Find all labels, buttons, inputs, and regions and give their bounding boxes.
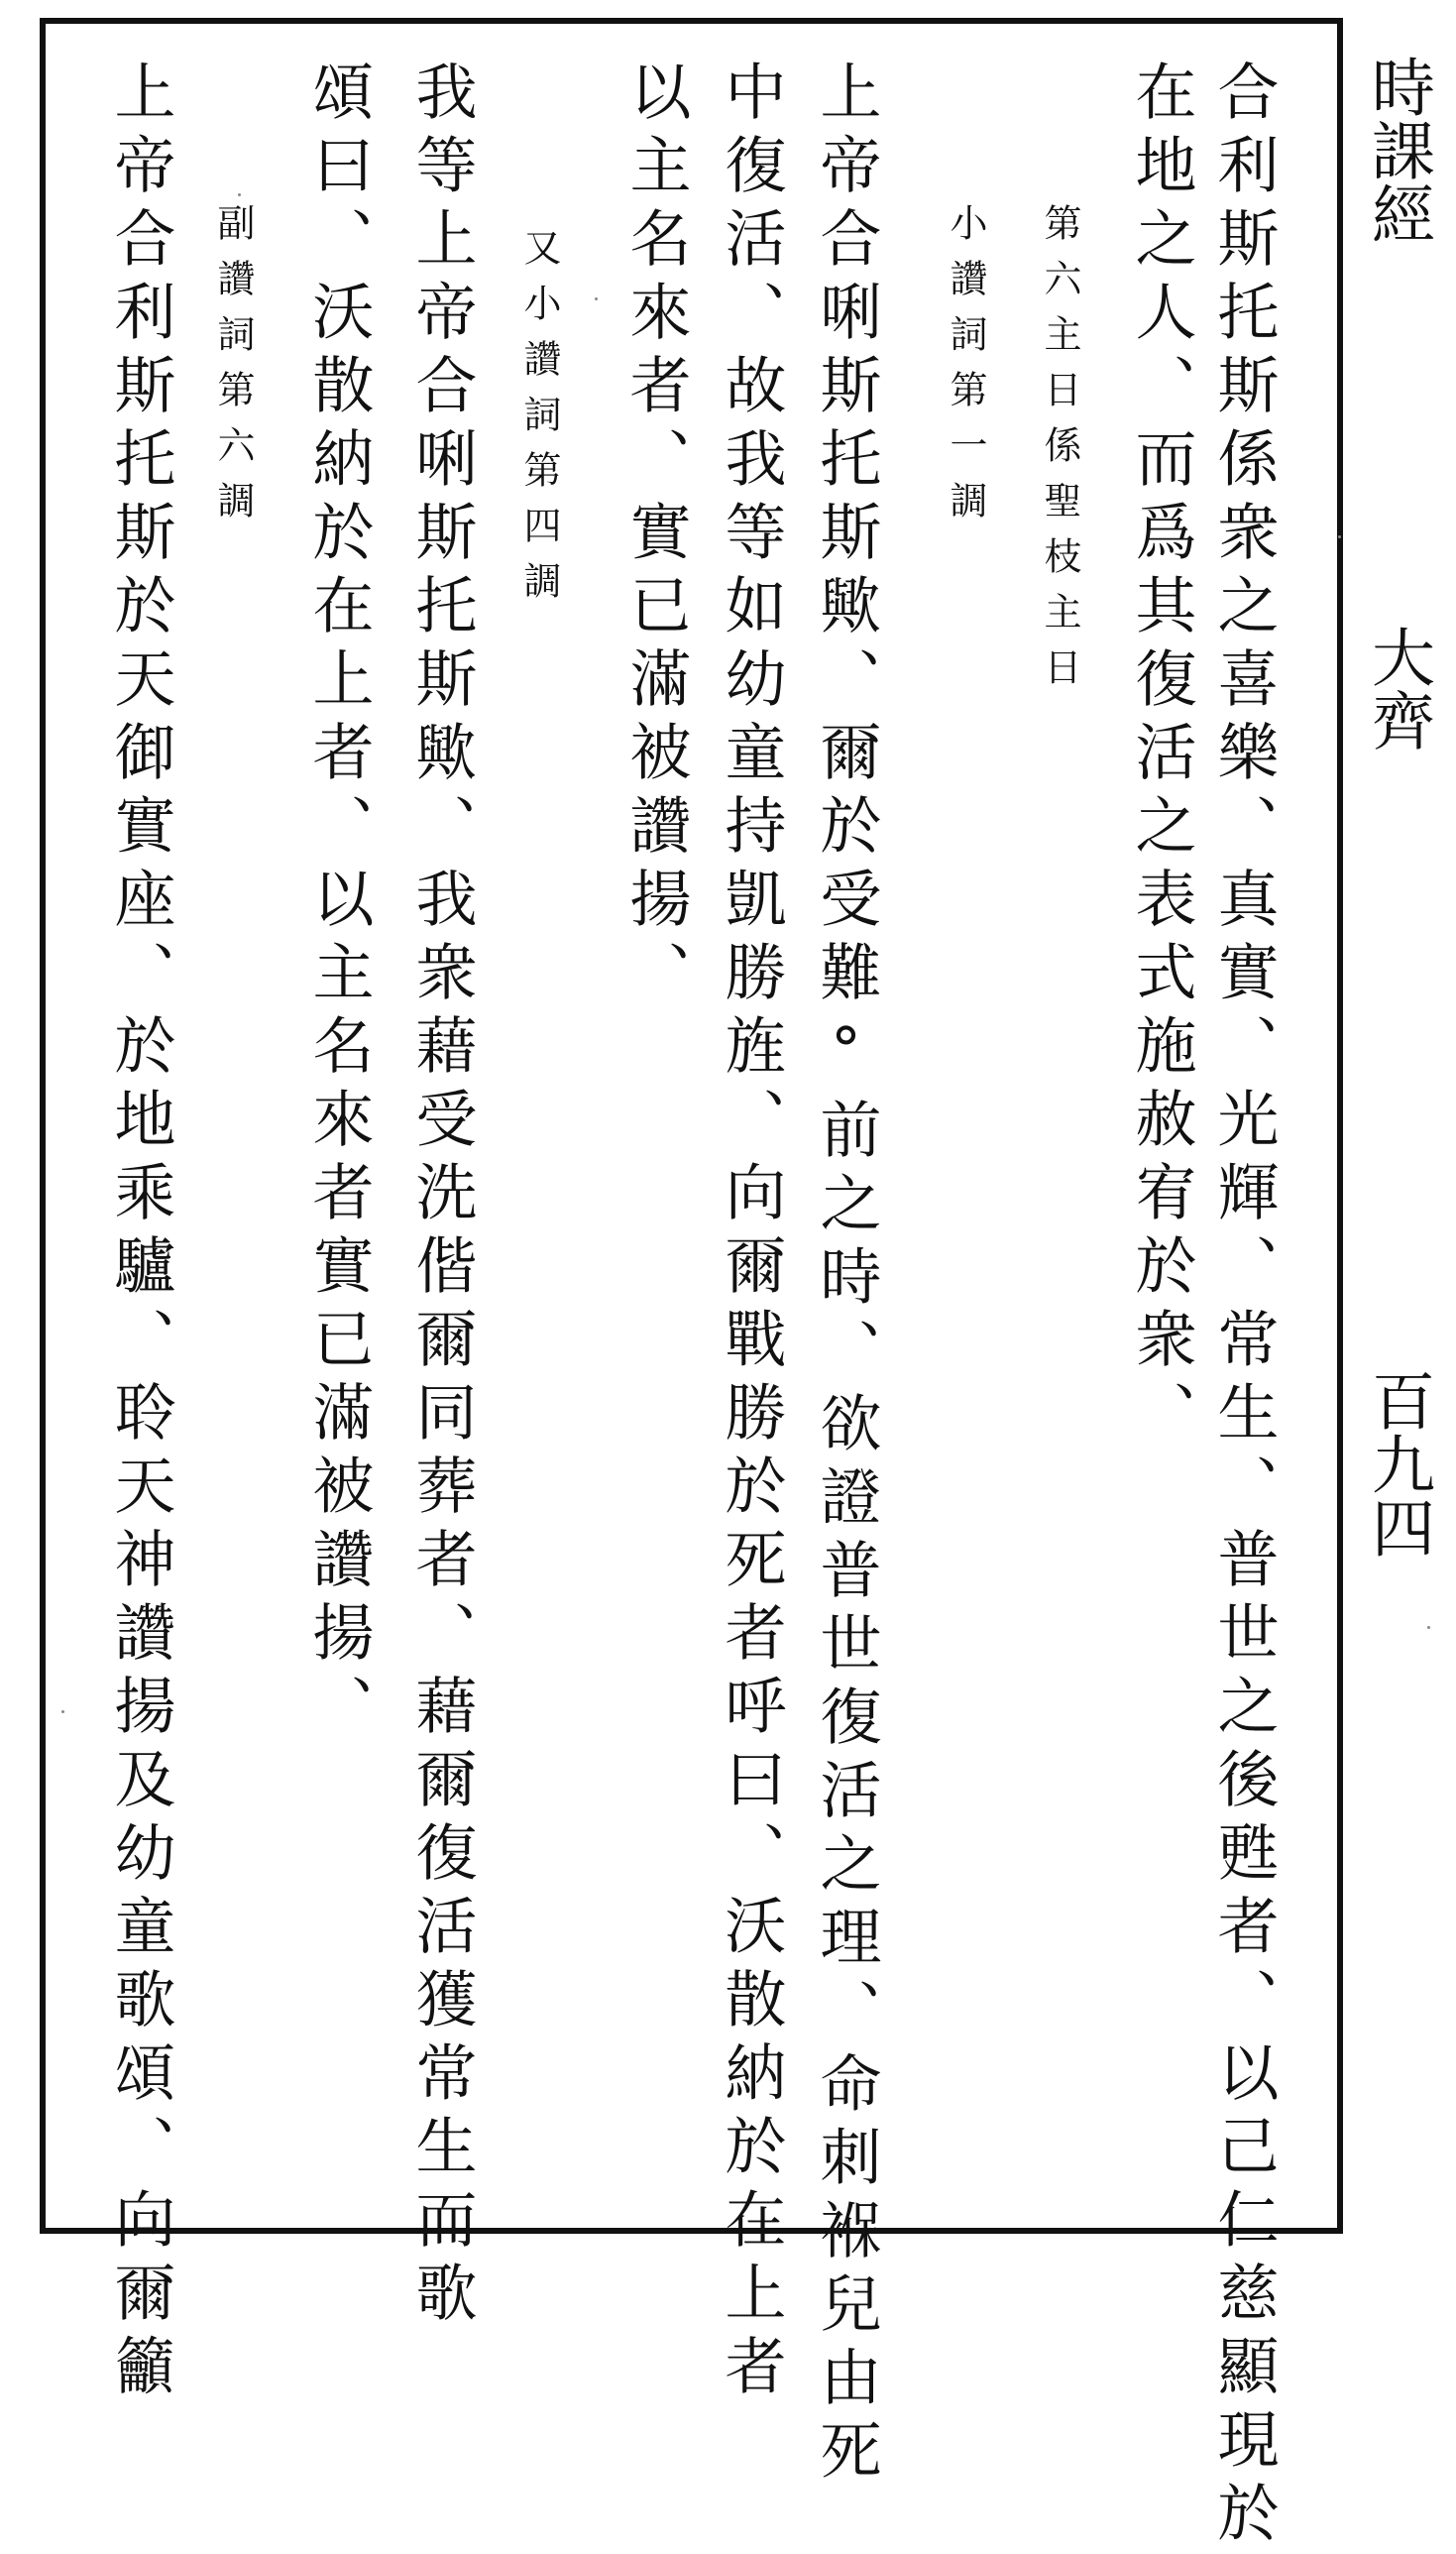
- scan-speck: [61, 1710, 64, 1713]
- hymn-heading-tone-4: 又小讚詞第四調: [517, 228, 561, 617]
- text-column-1: 合利斯托斯係衆之喜樂、真實、光輝、常生、普世之後甦者、以己仁慈顯現於: [1207, 59, 1280, 2554]
- scan-speck: [595, 297, 598, 300]
- sub-hymn-heading-tone-6: 副讚詞第六調: [211, 203, 255, 536]
- sunday-heading: 第六主日係聖枝主日: [1038, 203, 1081, 703]
- text-column-5: 上帝合唎斯托斯歟、爾於受難°前之時、欲證普世復活之理、命刺褓兒由死: [810, 59, 882, 2492]
- scan-speck: [238, 193, 241, 196]
- scan-speck: [1427, 1626, 1430, 1629]
- section-title: 大齊: [1361, 625, 1434, 752]
- text-column-12: 上帝合利斯托斯於天御實座、於地乘驢、聆天神讚揚及幼童歌頌、向爾籲: [104, 59, 176, 2407]
- book-title: 時課經: [1361, 55, 1434, 245]
- page-number: 百九四: [1361, 1368, 1434, 1559]
- text-column-6: 中復活、故我等如幼童持凱勝旌、向爾戰勝於死者呼曰、沃散納於在上者: [715, 59, 787, 2407]
- text-column-2: 在地之人、而爲其復活之表式施赦宥於衆、: [1125, 59, 1197, 1453]
- scan-speck: [1338, 535, 1341, 538]
- text-column-7: 以主名來者、實已滿被讚揚、: [619, 59, 692, 1013]
- hymn-heading-tone-1: 小讚詞第一調: [944, 203, 987, 536]
- text-column-9: 我等上帝合唎斯托斯歟、我衆藉受洗偕爾同葬者、藉爾復活獲常生而歌: [405, 59, 478, 2334]
- text-column-10: 頌曰、沃散納於在上者、以主名來者實已滿被讚揚、: [302, 59, 375, 1747]
